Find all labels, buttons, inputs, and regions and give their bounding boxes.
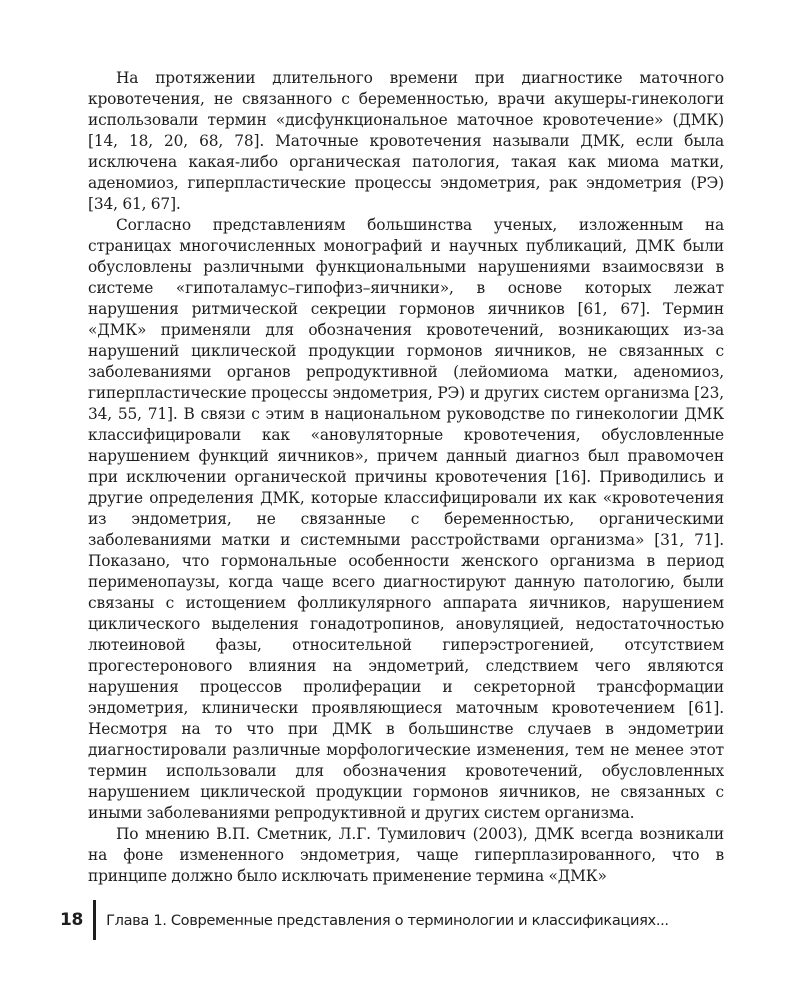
page-footer — [60, 898, 669, 942]
page-number: 18 — [60, 910, 84, 930]
paragraph-1: На протяжении длительного времени при диагностике маточного кровотечения, не связанного с беременностью, врачи акушеры-гинекологи использовали термин «дисфункциональное маточное кровотечение» (ДМК) [14, 18, 20, 68, 78]. Маточные кровотечения называли ДМК, если была исключена какая-либо органическая патология, такая как миома матки, аденомиоз, гиперпластические процессы эндометрия, рак эндометрия (РЭ) [34, 61, 67]. — [88, 69, 724, 213]
paragraph-3: По мнению В.П. Сметник, Л.Г. Тумилович (2003), ДМК всегда возникали на фоне измененного эндометрия, чаще гиперплазированного, что в принципе должно было исключать применение термина «ДМК» — [88, 825, 724, 885]
body-text — [88, 68, 724, 887]
paragraph-2: Согласно представлениям большинства ученых, изложенным на страницах многочисленных монографий и научных публикаций, ДМК были обусловлены различными функциональными нарушениями взаимосвязи в системе «гипоталамус–гипофиз–яичники», в основе которых лежат нарушения ритмической секреции гормонов яичников [61, 67]. Термин «ДМК» применяли для обозначения кровотечений, возникающих из-за нарушений циклической продукции гормонов яичников, не связанных с заболеваниями органов репродуктивной (лейомиома матки, аденомиоз, гиперпластические процессы эндометрия, РЭ) и других систем организма [23, 34, 55, 71]. В связи с этим в национальном руководстве по гинекологии ДМК классифицировали как «ановуляторные кровотечения, обусловленные нарушением функций яичников», причем данный диагноз был правомочен при исключении органической причины кровотечения [16]. Приводились и другие определения ДМК, которые классифицировали их как «кровотечения из эндометрия, не связанные с беременностью, органическими заболеваниями матки и системными расстройствами организма» [31, 71]. Показано, что гормональные особенности женского организма в период перименопаузы, когда чаще всего диагностируют данную патологию, были связаны с истощением фолликулярного аппарата яичников, нарушением циклического выделения гонадотропинов, ановуляцией, недостаточностью лютеиновой фазы, относительной гиперэстрогенией, отсутствием прогестеронового влияния на эндометрий, следствием чего являются нарушения процессов пролиферации и секреторной трансформации эндометрия, клинически проявляющиеся маточным кровотечением [61]. Несмотря на то что при ДМК в большинстве случаев в эндометрии диагностировали различные морфологические изменения, тем не менее этот термин использовали для обозначения кровотечений, обусловленных нарушением циклической продукции гормонов яичников, не связанных с иными заболеваниями репродуктивной и других систем организма. — [88, 216, 724, 822]
running-title: Глава 1. Современные представления о терминологии и классификациях... — [106, 911, 669, 929]
footer-divider — [93, 900, 96, 940]
